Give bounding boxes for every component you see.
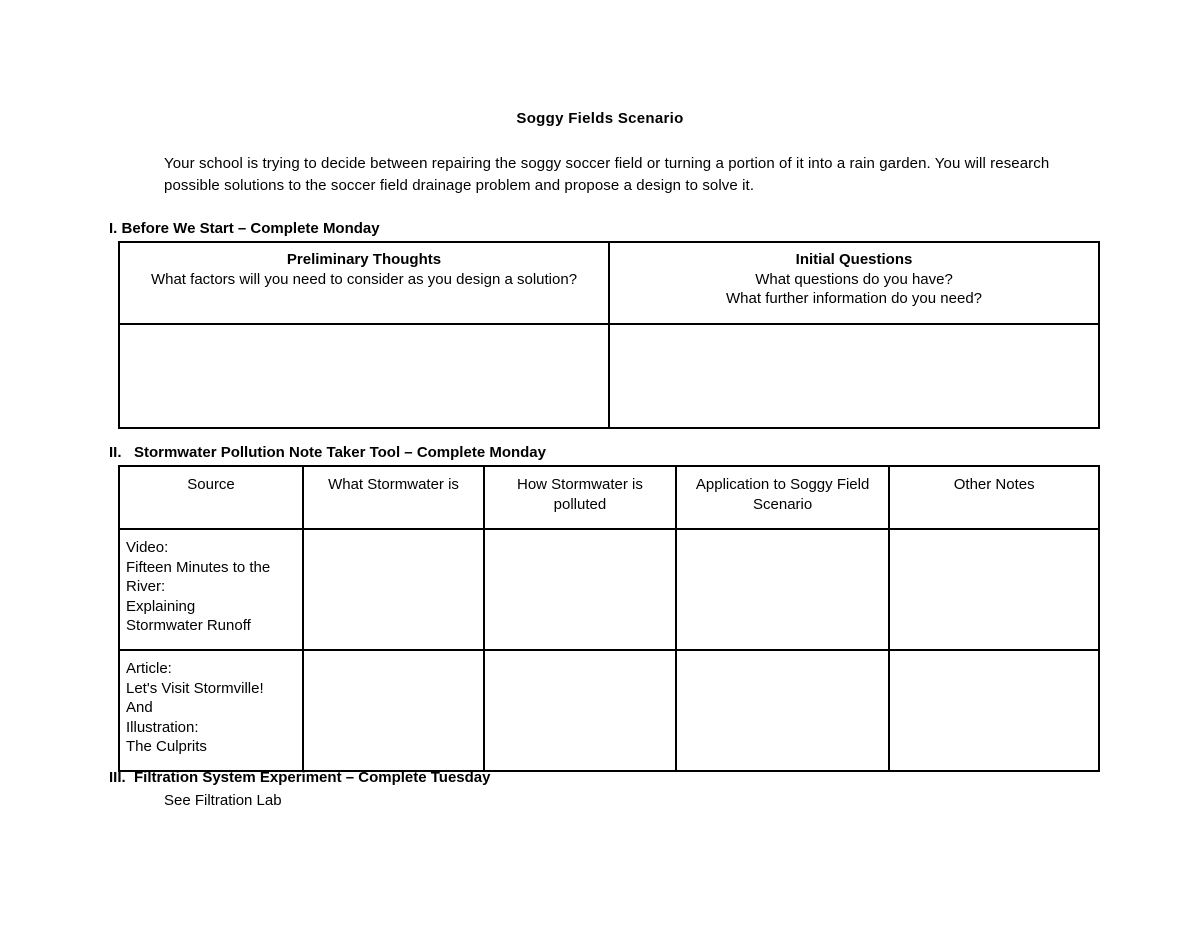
- preliminary-thoughts-header: [119, 242, 609, 324]
- preliminary-thoughts-prompt: What factors will you need to consider as you design a solution?: [150, 270, 578, 288]
- source-line: The Culprits: [126, 738, 207, 755]
- initial-questions-header: [609, 242, 1099, 324]
- intro-paragraph: Your school is trying to decide between repairing the soggy soccer field or turning a portion of it into a rain garden. You will research possible solutions to the soccer field drainage problem and propose a design to solve it.: [164, 155, 1050, 194]
- source-cell-video: [119, 529, 303, 650]
- table-header-row: [119, 242, 1099, 324]
- table-row: [119, 324, 1099, 428]
- column-header-what-stormwater-is: What Stormwater is: [303, 466, 484, 529]
- source-line: Stormwater Runoff: [126, 617, 251, 634]
- section-2-heading: II. Stormwater Pollution Note Taker Tool – Complete Monday: [109, 444, 546, 461]
- source-line: Let's Visit Stormville!: [126, 679, 264, 697]
- source-line: Illustration:: [126, 718, 199, 736]
- column-header-source: Source: [119, 466, 303, 529]
- source-line: Explaining: [126, 597, 196, 615]
- column-header-application: Application to Soggy Field Scenario: [676, 466, 890, 529]
- column-header-how-polluted: How Stormwater is polluted: [484, 466, 676, 529]
- initial-questions-answer-cell[interactable]: [609, 324, 1099, 428]
- answer-cell[interactable]: [889, 650, 1099, 771]
- section-3-heading: III. Filtration System Experiment – Complete Tuesday: [109, 769, 491, 786]
- source-line: And: [126, 699, 153, 716]
- before-we-start-table: [118, 241, 1100, 429]
- source-line: Article:: [126, 660, 172, 677]
- answer-cell[interactable]: [303, 529, 484, 650]
- column-header-other-notes: Other Notes: [889, 466, 1099, 529]
- filtration-lab-note: See Filtration Lab: [164, 792, 282, 809]
- page-title: Soggy Fields Scenario: [516, 110, 684, 127]
- initial-questions-title: Initial Questions: [795, 251, 913, 268]
- answer-cell[interactable]: [889, 529, 1099, 650]
- table-row: [119, 650, 1099, 771]
- note-taker-table: [118, 465, 1100, 772]
- table-header-row: [119, 466, 1099, 529]
- answer-cell[interactable]: [676, 650, 890, 771]
- answer-cell[interactable]: [484, 650, 676, 771]
- answer-cell[interactable]: [484, 529, 676, 650]
- initial-questions-prompt-2: What further information do you need?: [726, 290, 982, 307]
- answer-cell[interactable]: [303, 650, 484, 771]
- source-line: Fifteen Minutes to the: [126, 558, 271, 576]
- source-cell-article: [119, 650, 303, 771]
- table-row: [119, 529, 1099, 650]
- section-1-heading: I. Before We Start – Complete Monday: [109, 220, 380, 237]
- source-line: River:: [126, 578, 166, 595]
- initial-questions-prompt-1: What questions do you have?: [755, 270, 953, 288]
- preliminary-thoughts-title: Preliminary Thoughts: [286, 251, 442, 268]
- source-line: Video:: [126, 539, 169, 556]
- answer-cell[interactable]: [676, 529, 890, 650]
- preliminary-thoughts-answer-cell[interactable]: [119, 324, 609, 428]
